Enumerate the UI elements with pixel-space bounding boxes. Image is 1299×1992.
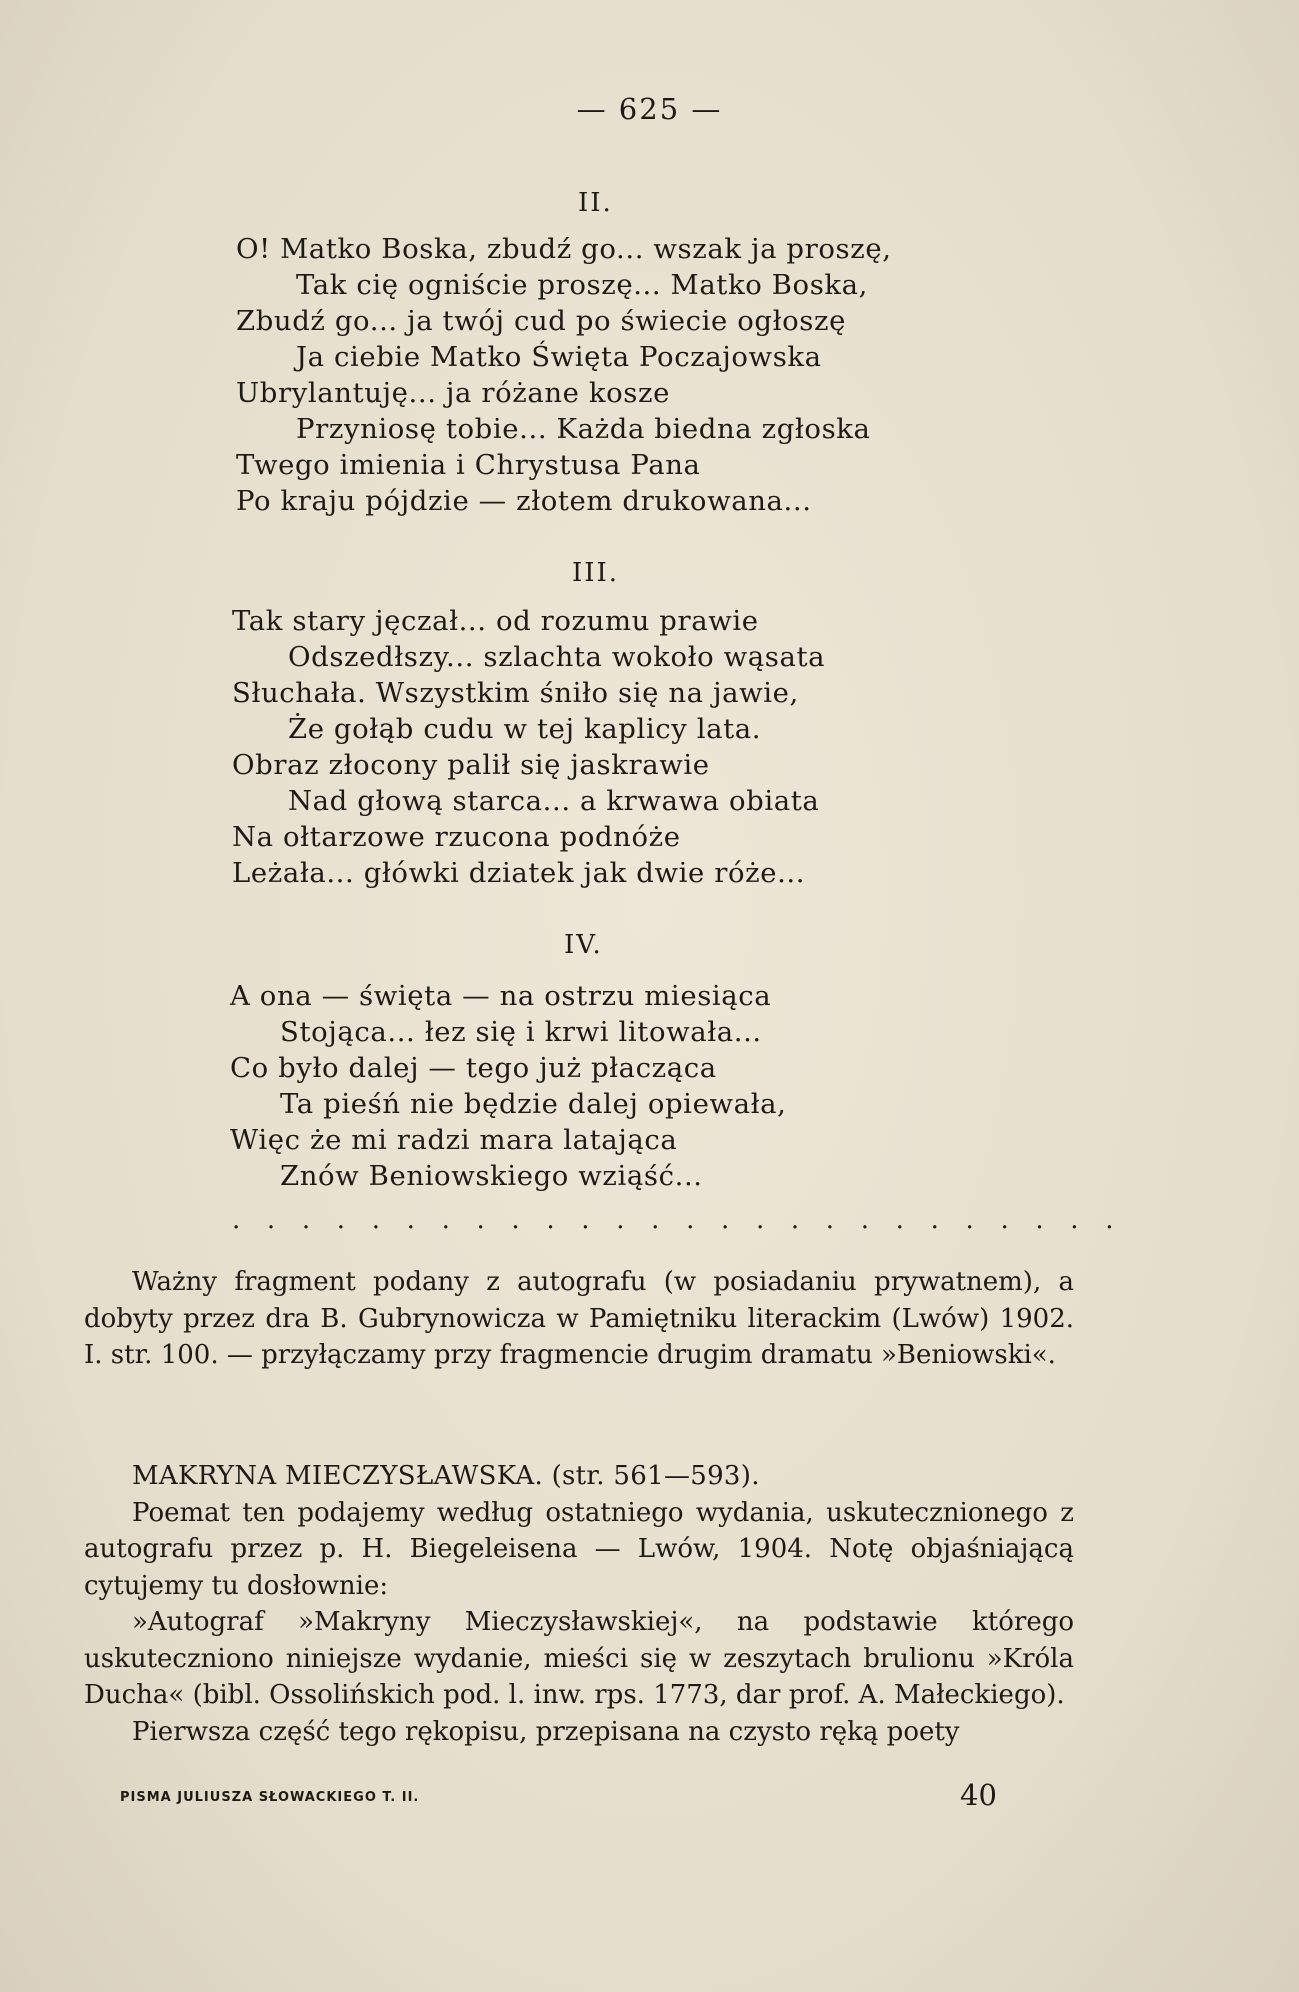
verse-line: Co było dalej — tego już płacząca: [230, 1052, 717, 1084]
section-numeral-2: II.: [578, 188, 613, 218]
verse-line: Na ołtarzowe rzucona podnóże: [232, 821, 681, 853]
verse-line: Więc że mi radzi mara latająca: [230, 1124, 678, 1156]
verse-line: A ona — święta — na ostrzu miesiąca: [230, 980, 772, 1012]
sheet-number: 40: [960, 1778, 997, 1812]
verse-line: Przyniosę tobie... Każda biedna zgłoska: [296, 413, 871, 445]
verse-line: O! Matko Boska, zbudź go... wszak ja proszę,: [236, 233, 892, 265]
verse-line: Znów Beniowskiego wziąść...: [280, 1160, 703, 1192]
note-makryna: [84, 1458, 1074, 1750]
section-heading: MAKRYNA MIECZYSŁAWSKA. (str. 561—593).: [132, 1461, 760, 1491]
signature-mark: PISMA JULIUSZA SŁOWACKIEGO T. II.: [120, 1790, 420, 1805]
note-paragraph: Pierwsza część tego rękopisu, przepisana na czysto ręką poety: [132, 1716, 960, 1747]
page-number: — 625 —: [576, 92, 723, 126]
section-numeral-3: III.: [572, 558, 620, 588]
note-paragraph: Ważny fragment podany z autografu (w posiadaniu prywatnem), a dobyty przez dra B. Gubrynowicza w Pamiętniku literackim (Lwów) 1902. I. str. 100. — przyłączamy przy fragmencie drugim dramatu »Beniowski«.: [84, 1267, 1074, 1370]
note-paragraph: Poemat ten podajemy według ostatniego wydania, uskutecznionego z autografu przez p. H. Biegeleisena — Lwów, 1904. Notę objaśniającą cytujemy tu dosłownie:: [84, 1497, 1074, 1601]
verse-line: Zbudź go... ja twój cud po świecie ogłoszę: [236, 305, 846, 337]
verse-line: Twego imienia i Chrystusa Pana: [236, 449, 701, 481]
verse-line: Słuchała. Wszystkim śniło się na jawie,: [232, 677, 799, 709]
verse-line: Że gołąb cudu w tej kaplicy lata.: [288, 713, 762, 745]
verse-line: Nad głową starca... a krwawa obiata: [288, 785, 820, 817]
verse-line: Ta pieśń nie będzie dalej opiewała,: [280, 1088, 787, 1120]
note-beniowski: [84, 1264, 1074, 1374]
note-paragraph: »Autograf »Makryny Mieczysławskiej«, na podstawie którego uskuteczniono niniejsze wydanie, mieści się w zeszytach brulionu »Króla Ducha« (bibl. Ossolińskich pod. l. inw. rps. 1773, dar prof. A. Małeckiego).: [84, 1607, 1074, 1710]
verse-line: Po kraju pójdzie — złotem drukowana...: [236, 485, 812, 517]
verse-line: Ja ciebie Matko Święta Poczajowska: [296, 341, 822, 373]
ellipsis-separator: . . . . . . . . . . . . . . . . . . . . . . . . . .: [232, 1205, 1123, 1235]
verse-line: Odszedłszy... szlachta wokoło wąsata: [288, 641, 826, 673]
verse-line: Leżała... główki dziatek jak dwie róże...: [232, 857, 806, 889]
verse-line: Obraz złocony palił się jaskrawie: [232, 749, 710, 781]
verse-line: Tak cię ogniście proszę... Matko Boska,: [296, 269, 869, 301]
verse-line: Tak stary jęczał... od rozumu prawie: [232, 605, 759, 637]
section-numeral-4: IV.: [564, 930, 603, 960]
verse-line: Ubrylantuję... ja różane kosze: [236, 377, 670, 409]
verse-line: Stojąca... łez się i krwi litowała...: [280, 1016, 762, 1048]
